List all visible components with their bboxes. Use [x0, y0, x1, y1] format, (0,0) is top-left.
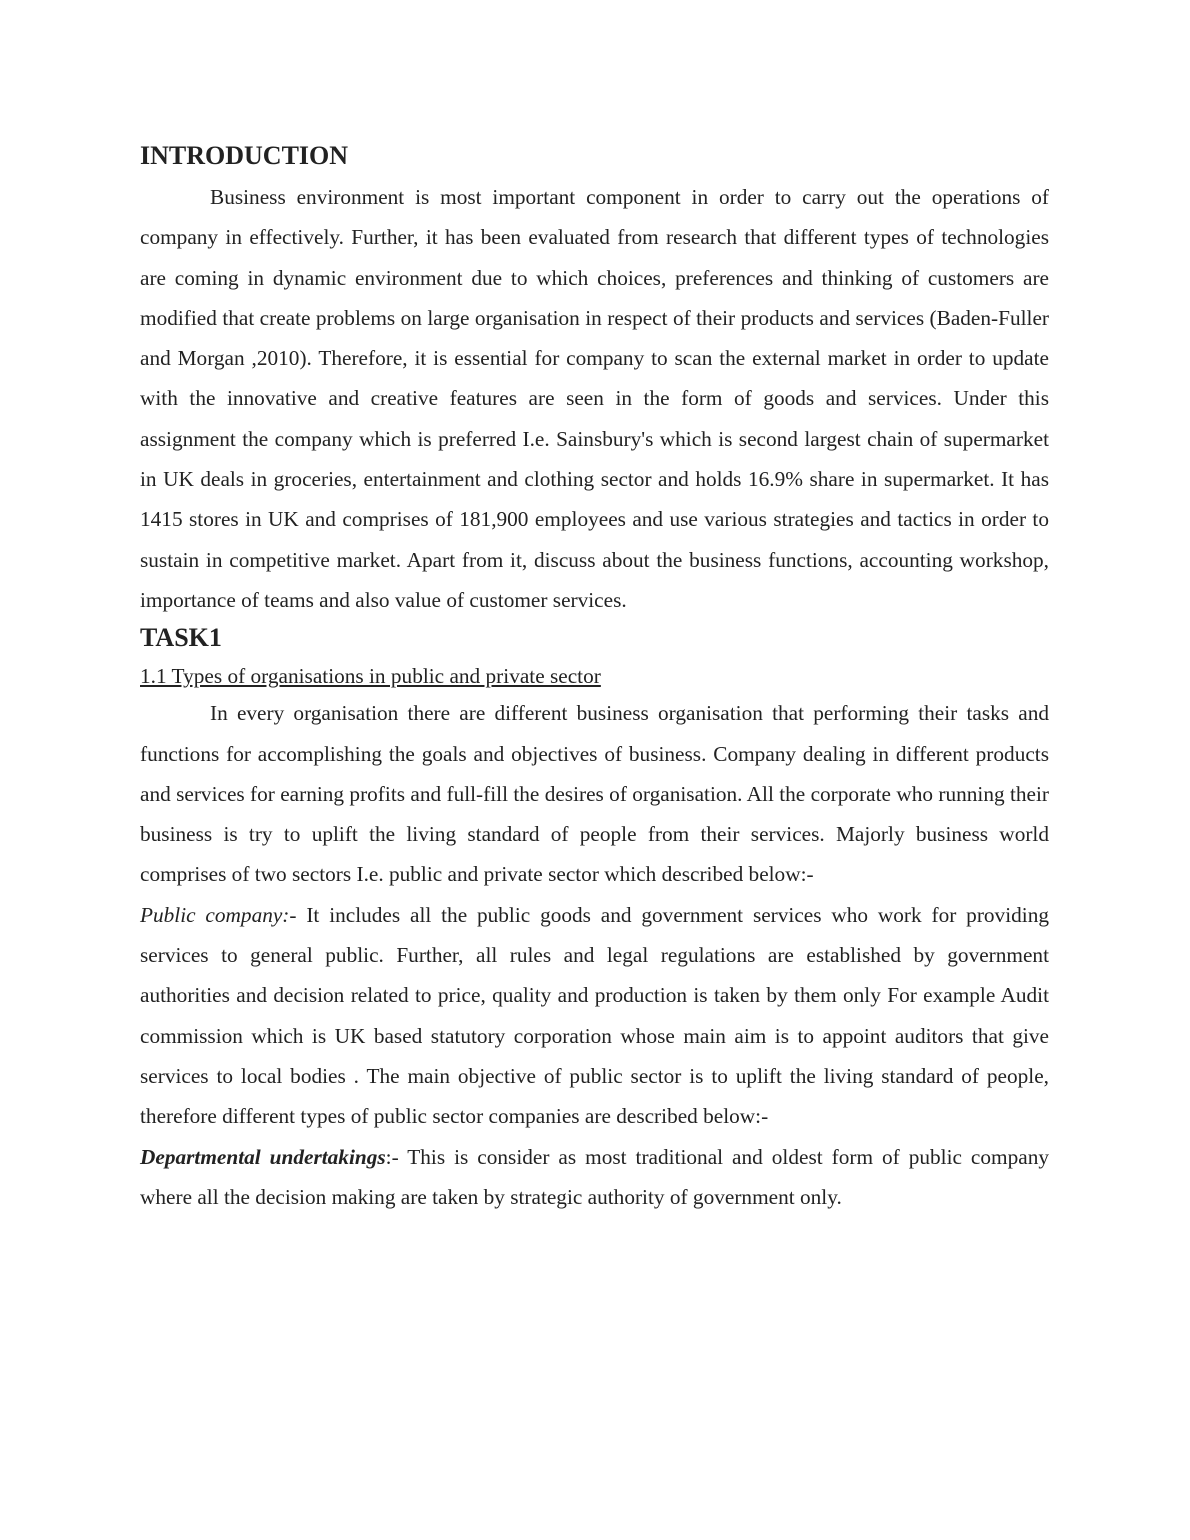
- section-1-1-subheading: 1.1 Types of organisations in public and private sector: [140, 664, 601, 689]
- introduction-paragraph: Business environment is most important component in order to carry out the operations of company in effectively. Further, it has been evaluated from research that different types of technologies are coming in dynamic environment due to which choices, preferences and thinking of customers are modified that create problems on large organisation in respect of their products and services (Baden-Fuller and Morgan ,2010). Therefore, it is essential for company to scan the external market in order to update with the innovative and creative features are seen in the form of goods and services. Under this assignment the company which is preferred I.e. Sainsbury's which is second largest chain of supermarket in UK deals in groceries, entertainment and clothing sector and holds 16.9% share in supermarket. It has 1415 stores in UK and comprises of 181,900 employees and use various strategies and tactics in order to sustain in competitive market. Apart from it, discuss about the business functions, accounting workshop, importance of teams and also value of customer services.: [140, 185, 1049, 612]
- departmental-undertakings-term: Departmental undertakings: [140, 1144, 386, 1169]
- public-company-paragraph: [140, 895, 1049, 1137]
- departmental-separator: :-: [385, 1144, 399, 1169]
- task1-heading: TASK1: [140, 623, 222, 653]
- document-page: [140, 138, 1049, 1217]
- public-company-term: Public company:-: [140, 902, 297, 927]
- task1-intro-paragraph: In every organisation there are different business organisation that performing their tasks and functions for accomplishing the goals and objectives of business. Company dealing in different products and services for earning profits and full-fill the desires of organisation. All the corporate who running their business is try to uplift the living standard of people from their services. Majorly business world comprises of two sectors I.e. public and private sector which described below:-: [140, 701, 1049, 887]
- public-company-text: It includes all the public goods and government services who work for providing services to general public. Further, all rules and legal regulations are established by government authorities and decision related to price, quality and production is taken by them only For example Audit commission which is UK based statutory corporation whose main aim is to appoint auditors that give services to local bodies . The main objective of public sector is to uplift the living standard of people, therefore different types of public sector companies are described below:-: [140, 902, 1049, 1129]
- departmental-undertakings-text: This is consider as most traditional and oldest form of public company where all the decision making are taken by strategic authority of government only.: [140, 1144, 1049, 1209]
- departmental-undertakings-paragraph: [140, 1137, 1049, 1218]
- introduction-heading: INTRODUCTION: [140, 141, 349, 170]
